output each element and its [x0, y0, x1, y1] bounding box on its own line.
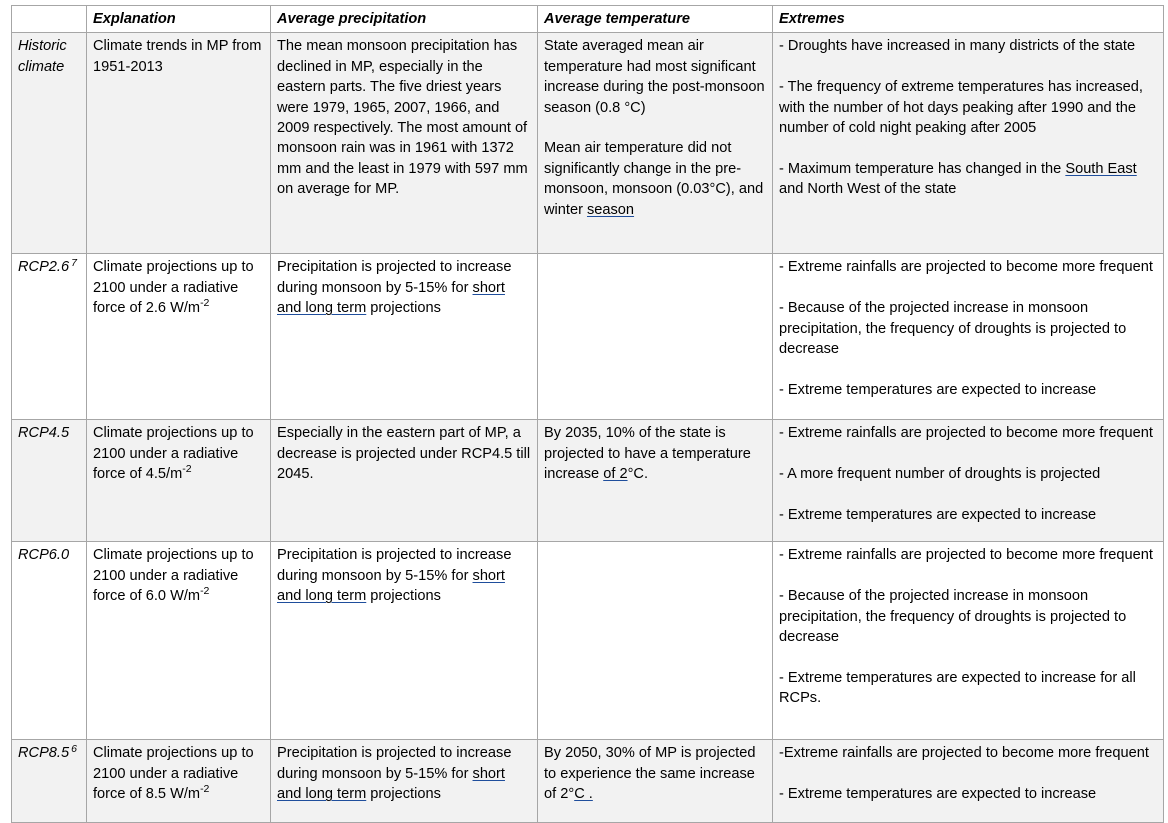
extremes-text-pre: - Maximum temperature has changed in the	[779, 160, 1066, 177]
exponent-minus-two: -2	[200, 297, 210, 310]
header-row	[12, 6, 1164, 33]
extremes-bullet-2: - The frequency of extreme temperatures has increased, with the number of hot days peaking after 1990 and the number of cold night peaking after 2005	[779, 79, 1143, 137]
header-extremes: Extremes	[773, 6, 1164, 33]
grammar-underlined-south-east: South East	[1065, 160, 1137, 177]
explanation-paragraph	[93, 257, 264, 318]
extremes-bullet-1: - Extreme rainfalls are projected to become more frequent	[779, 259, 1153, 276]
extremes-cell-rcp85	[773, 740, 1164, 823]
extremes-bullet-1: - Extreme rainfalls are projected to become more frequent	[779, 547, 1153, 564]
precipitation-text-post: projections	[366, 300, 441, 317]
header-average-precipitation: Average precipitation	[271, 6, 538, 33]
grammar-underlined-season: season	[586, 201, 635, 218]
climate-scenarios-table	[11, 5, 1164, 823]
temperature-text-pre: By 2035, 10% of the state is projected to have a temperature increase	[544, 425, 751, 483]
extremes-bullet-3	[779, 159, 1157, 200]
footnote-marker: 6	[71, 742, 77, 755]
extremes-bullet-1: - Droughts have increased in many districts of the state	[779, 38, 1136, 55]
scenario-label-rcp26	[12, 254, 87, 420]
precipitation-paragraph	[277, 743, 531, 804]
explanation-text: Climate projections up to 2100 under a radiative force of 4.5/m	[93, 425, 254, 483]
precipitation-cell-rcp85	[271, 740, 538, 823]
precipitation-cell-historic-climate	[271, 33, 538, 254]
temperature-cell-historic-climate	[538, 33, 773, 254]
explanation-paragraph	[93, 423, 264, 484]
extremes-cell-rcp60	[773, 542, 1164, 740]
grammar-underlined-of-2: of 2	[603, 466, 628, 483]
precipitation-text-post: projections	[366, 786, 441, 803]
precipitation-paragraph: Especially in the eastern part of MP, a decrease is projected under RCP4.5 till 2045.	[277, 425, 531, 483]
explanation-text: Climate projections up to 2100 under a radiative force of 8.5 W/m	[93, 745, 254, 803]
header-corner	[12, 6, 87, 33]
temperature-cell-rcp85	[538, 740, 773, 823]
explanation-text: Climate projections up to 2100 under a radiative force of 6.0 W/m	[93, 547, 254, 605]
temperature-paragraph-2	[544, 138, 766, 220]
table-row-rcp60	[12, 542, 1164, 740]
extremes-bullet-1: - Extreme rainfalls are projected to become more frequent	[779, 425, 1153, 442]
grammar-underlined-c-period: C .	[574, 786, 593, 803]
table-row-rcp85	[12, 740, 1164, 823]
temperature-paragraph	[544, 423, 766, 484]
precipitation-cell-rcp45	[271, 420, 538, 542]
table-header	[12, 6, 1164, 33]
explanation-cell-rcp45	[87, 420, 271, 542]
temperature-text-pre: By 2050, 30% of MP is projected to experience the same increase of 2°	[544, 745, 756, 803]
grammar-underlined-short-and-long-term: short and long term	[277, 279, 505, 317]
precipitation-text-pre: Precipitation is projected to increase during monsoon by 5-15% for	[277, 547, 512, 584]
extremes-bullet-2: - Because of the projected increase in monsoon precipitation, the frequency of droughts is projected to decrease	[779, 588, 1127, 646]
temperature-cell-rcp60	[538, 542, 773, 740]
footnote-marker: 7	[71, 256, 77, 269]
extremes-bullet-3: - Extreme temperatures are expected to increase	[779, 507, 1097, 523]
header-explanation: Explanation	[87, 6, 271, 33]
extremes-cell-rcp26	[773, 254, 1164, 420]
precipitation-text-post: projections	[366, 588, 441, 605]
scenario-label-historic-climate: Historic climate	[12, 33, 87, 254]
table-row-rcp45	[12, 420, 1164, 542]
temperature-cell-rcp45	[538, 420, 773, 542]
precipitation-cell-rcp60	[271, 542, 538, 740]
scenario-label-rcp45: RCP4.5	[12, 420, 87, 542]
extremes-bullet-2: - Because of the projected increase in monsoon precipitation, the frequency of droughts is projected to decrease	[779, 300, 1127, 358]
explanation-paragraph	[93, 743, 264, 804]
explanation-paragraph	[93, 545, 264, 606]
header-average-temperature: Average temperature	[538, 6, 773, 33]
extremes-cell-rcp45	[773, 420, 1164, 542]
exponent-minus-two: -2	[200, 783, 210, 796]
precipitation-paragraph	[277, 257, 531, 318]
scenario-label-rcp60: RCP6.0	[12, 542, 87, 740]
explanation-cell-rcp26	[87, 254, 271, 420]
extremes-text-post: and North West of the state	[779, 181, 957, 198]
extremes-bullet-1: -Extreme rainfalls are projected to become more frequent	[779, 745, 1149, 762]
temperature-paragraph	[544, 743, 766, 804]
exponent-minus-two: -2	[182, 463, 192, 476]
precipitation-paragraph: The mean monsoon precipitation has declined in MP, especially in the eastern parts. The five driest years were 1979, 1965, 2007, 1966, and 2009 respectively. The most amount of monsoon rain was in 1961 with 1372 mm and the least in 1979 with 597 mm on average for MP.	[277, 38, 528, 198]
exponent-minus-two: -2	[200, 585, 210, 598]
explanation-text: Climate projections up to 2100 under a radiative force of 2.6 W/m	[93, 259, 254, 317]
table-row-historic-climate	[12, 33, 1164, 254]
explanation-cell-historic-climate	[87, 33, 271, 254]
scenario-name: RCP8.5	[18, 745, 70, 762]
precipitation-text-pre: Precipitation is projected to increase during monsoon by 5-15% for	[277, 259, 512, 296]
precipitation-paragraph	[277, 545, 531, 606]
extremes-bullet-2: - Extreme temperatures are expected to increase	[779, 786, 1097, 803]
extremes-bullet-2: - A more frequent number of droughts is projected	[779, 466, 1101, 483]
temperature-text-post: °C.	[627, 466, 648, 483]
temperature-text-pre: Mean air temperature did not significantly change in the pre-monsoon, monsoon (0.03°C), and winter	[544, 140, 764, 218]
table-row-rcp26	[12, 254, 1164, 420]
extremes-bullet-3: - Extreme temperatures are expected to increase for all RCPs.	[779, 669, 1136, 707]
temperature-paragraph-1: State averaged mean air temperature had most significant increase during the post-monsoon season (0.8 °C)	[544, 38, 765, 116]
grammar-underlined-short-and-long-term: short and long term	[277, 765, 505, 803]
extremes-bullet-3: - Extreme temperatures are expected to increase	[779, 381, 1097, 398]
explanation-cell-rcp85	[87, 740, 271, 823]
explanation-paragraph: Climate trends in MP from 1951-2013	[93, 38, 262, 75]
extremes-cell-historic-climate	[773, 33, 1164, 254]
explanation-cell-rcp60	[87, 542, 271, 740]
grammar-underlined-short-and-long-term: short and long term	[277, 567, 505, 605]
table-body	[12, 33, 1164, 823]
scenario-label-rcp85	[12, 740, 87, 823]
precipitation-text-pre: Precipitation is projected to increase during monsoon by 5-15% for	[277, 745, 512, 782]
scenario-name: RCP2.6	[18, 259, 70, 276]
precipitation-cell-rcp26	[271, 254, 538, 420]
temperature-cell-rcp26	[538, 254, 773, 420]
